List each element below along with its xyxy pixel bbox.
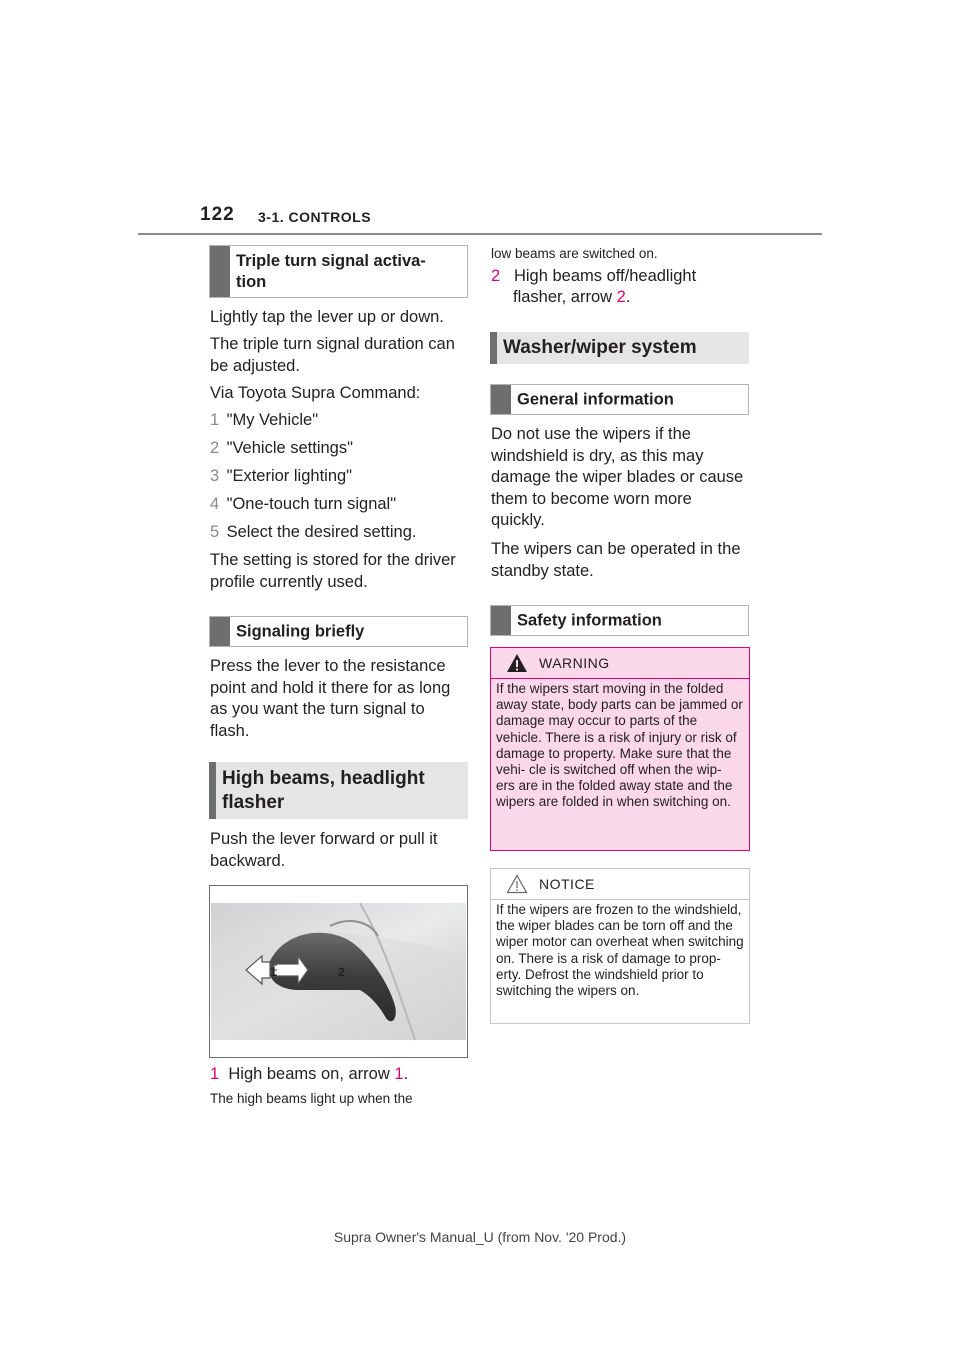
caution-triangle-icon [506,874,528,894]
figure-label-1: 1 [270,965,277,979]
step-text: "Exterior lighting" [226,467,353,485]
step-item [210,494,396,515]
step-text: "Vehicle settings" [226,439,353,457]
heading-bar [491,606,511,635]
heading-safety-information [490,605,749,636]
step-number: 3 [210,467,220,485]
heading-bar [491,385,511,414]
step-text: "One-touch turn signal" [226,495,397,513]
step-item [210,410,318,431]
paragraph: The wipers can be operated in the standby state. [491,540,741,580]
heading-washer-wiper [490,332,749,364]
step-number: 1 [210,411,220,429]
heading-bar [490,332,497,364]
item-text: High beams on, arrow [228,1065,390,1083]
item-text: High beams off/headlight flasher, arrow [513,267,697,306]
heading-text: Triple turn signal activa- tion [236,251,426,291]
header-rule [138,233,822,235]
footer: Supra Owner's Manual_U (from Nov. '20 Prod.) [333,1229,627,1245]
heading-general-information [490,384,749,415]
arrow-ref: 1 [394,1065,404,1083]
lever-drawing [210,886,467,1057]
heading-bar [210,617,230,646]
section-title: 3-1. CONTROLS [258,209,372,225]
heading-text: General information [517,390,674,408]
figure-label-2: 2 [338,965,345,979]
paragraph: Push the lever forward or pull it backward. [210,830,438,870]
warning-triangle-icon [506,653,528,673]
warning-label: WARNING [539,655,610,671]
warning-text: If the wipers start moving in the folded away state, body parts can be jammed or damage may occur to parts of the vehicle. There is a risk of injury or risk of damage to property. Make sure that the vehi- cle is switched off when the wip- ers are in the folded away state and the wipers are folded in when switching on. [496,681,743,810]
note-text-continued: low beams are switched on. [491,246,658,261]
heading-high-beams [209,762,468,819]
step-item [210,466,352,487]
list-item-high-beams-on: 1 High beams on, arrow 1. [210,1065,409,1083]
paragraph: Do not use the wipers if the windshield is dry, as this may damage the wiper blades or cause them to become worn more quickly. [491,425,744,530]
step-item [210,438,353,459]
paragraph: The setting is stored for the driver profile currently used. [210,551,456,591]
step-number: 5 [210,523,220,541]
step-text: Select the desired setting. [226,523,417,541]
heading-signaling-briefly [209,616,468,647]
warning-box [490,647,750,851]
notice-text: If the wipers are frozen to the windshield, the wiper blades can be torn off and the wiper motor can overheat when switching on. There is a risk of damage to prop- erty. Defrost the windshield prior to switching the wipers on. [496,902,744,999]
page-number: 122 [200,204,235,225]
lever-illustration [209,885,468,1058]
notice-box [490,868,750,1024]
heading-text: Signaling briefly [236,622,365,640]
warning-header [491,648,749,679]
heading-text: Safety information [517,611,662,629]
list-item-high-beams-off: 2 High beams off/headlight flasher, arrow 2. [491,267,697,306]
paragraph: Via Toyota Supra Command: [210,384,421,402]
item-number: 1 [210,1065,220,1083]
paragraph: The triple turn signal duration can be adjusted. [210,335,455,375]
step-number: 2 [210,439,220,457]
heading-bar [209,762,216,819]
paragraph: Press the lever to the resistance point and hold it there for as long as you want the turn signal to flash. [210,657,451,740]
step-item [210,522,416,543]
heading-text: Washer/wiper system [503,337,697,358]
heading-triple-turn-signal [209,245,468,298]
paragraph: Lightly tap the lever up or down. [210,308,444,326]
step-number: 4 [210,495,220,513]
heading-text: High beams, headlight flasher [222,767,425,813]
item-number: 2 [491,267,501,285]
heading-bar [210,246,230,297]
step-text: "My Vehicle" [226,411,319,429]
arrow-ref: 2 [616,288,626,306]
notice-label: NOTICE [539,876,595,892]
notice-header [491,869,749,900]
note-text: The high beams light up when the [210,1091,413,1106]
